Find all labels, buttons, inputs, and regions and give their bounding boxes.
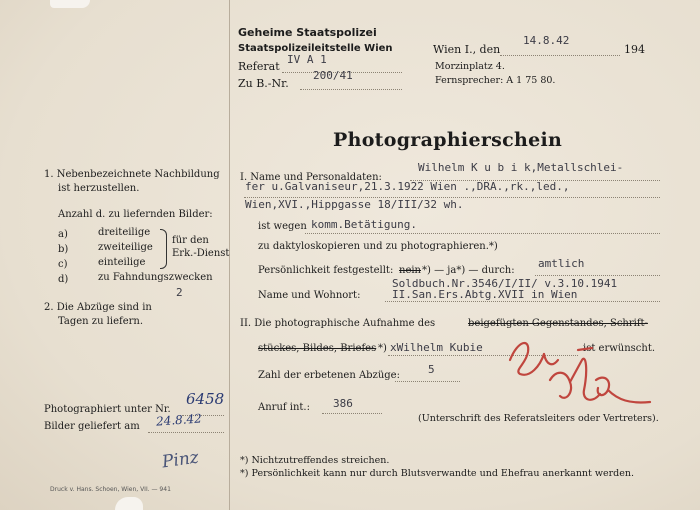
- address-value: II.San.Ers.Abtg.XVII in Wien: [392, 288, 578, 301]
- section2-struck-tail: *): [378, 343, 387, 354]
- delivered-line: [148, 432, 224, 433]
- identity-nein-struck: nein: [399, 265, 421, 276]
- desired-text: ist erwünscht.: [583, 343, 656, 354]
- wegen-label: ist wegen: [258, 221, 307, 232]
- fahndung-count: 2: [176, 286, 183, 299]
- option-a-marker: a): [58, 229, 68, 240]
- person-line-rule-2: [244, 197, 660, 198]
- agency-name: Geheime Staatspolizei: [238, 26, 377, 39]
- subject-name: xWilhelm Kubie: [390, 341, 483, 354]
- option-brace: [160, 229, 167, 269]
- copies-line: [395, 381, 460, 382]
- wegen-value: komm.Betätigung.: [311, 218, 417, 231]
- document-title: Photographierschein: [333, 129, 563, 151]
- brace-label-1: für den: [172, 235, 209, 246]
- wegen-line: [305, 233, 660, 234]
- identity-value-2: Soldbuch.Nr.3546/I/II/ v.3.10.1941: [392, 277, 618, 290]
- identity-label: Persönlichkeit festgestellt:: [258, 265, 394, 276]
- printer-imprint: Druck v. Hans. Schoen, Wien, VII. — 941: [50, 486, 171, 493]
- address-line: [385, 301, 660, 302]
- signature-caption: (Unterschrift des Referatsleiters oder Vertreters).: [418, 413, 659, 424]
- address: Morzinplatz 4.: [435, 61, 505, 72]
- option-d-marker: d): [58, 274, 69, 285]
- option-b-text: zweiteilige: [98, 242, 153, 253]
- option-c-text: einteilige: [98, 257, 146, 268]
- phone: Fernsprecher: A 1 75 80.: [435, 75, 556, 86]
- person-line-1: Wilhelm K u b i k,Metallschlei-: [418, 161, 624, 174]
- person-line-rule-1: [410, 180, 660, 181]
- torn-edge-top: [50, 0, 90, 8]
- item1-line2: ist herzustellen.: [58, 183, 140, 194]
- zu-label: Zu B.-Nr.: [238, 77, 289, 90]
- item1-line1: 1. Nebenbezeichnete Nachbildung: [44, 169, 220, 180]
- identity-line: [535, 275, 660, 276]
- torn-edge-bottom: [115, 497, 143, 510]
- option-d-text: zu Fahndungszwecken: [98, 272, 213, 283]
- call-value: 386: [333, 397, 353, 410]
- address-label: Name und Wohnort:: [258, 290, 361, 301]
- copies-label: Zahl der erbetenen Abzüge:: [258, 370, 400, 381]
- copies-value: 5: [428, 363, 435, 376]
- office-name: Staatspolizeileitstelle Wien: [238, 43, 393, 54]
- delivered-date: 24.8.42: [155, 411, 203, 429]
- identity-options: *) — ja*) — durch:: [422, 265, 515, 276]
- brace-label-2: Erk.-Dienst: [172, 248, 230, 259]
- person-line-3: Wien,XVI.,Hippgasse 18/III/32 wh.: [245, 198, 464, 211]
- footnote-1: *) Nichtzutreffendes streichen.: [240, 455, 390, 466]
- footnote-2: *) Persönlichkeit kann nur durch Blutsverwandte und Ehefrau anerkannt werden.: [240, 468, 635, 479]
- section2-struck-1: beigefügten Gegenstandes, Schrift-: [468, 318, 648, 329]
- officer-signature: [500, 330, 660, 420]
- delivered-label: Bilder geliefert am: [44, 421, 140, 432]
- identity-value-1: amtlich: [538, 257, 585, 270]
- referat-label: Referat: [238, 60, 280, 73]
- purpose-text: zu daktyloskopieren und zu photographieren.*): [258, 241, 498, 252]
- item2-line2: Tagen zu liefern.: [58, 316, 144, 327]
- item2-line1: 2. Die Abzüge sind in: [44, 302, 152, 313]
- date-value: 14.8.42: [523, 34, 570, 47]
- date-line: [500, 55, 620, 56]
- initials-signature: Pinz: [160, 447, 200, 473]
- section2-struck-2: stückes, Bildes, Briefes: [258, 343, 377, 354]
- referat-value: IV A 1: [287, 53, 327, 66]
- person-line-2: fer u.Galvaniseur,21.3.1922 Wien .,DRA.,rk.,led.,: [245, 180, 570, 193]
- photographed-label: Photographiert unter Nr.: [44, 404, 171, 415]
- city-label: Wien I., den: [433, 43, 501, 56]
- count-label: Anzahl d. zu liefernden Bilder:: [58, 209, 213, 220]
- option-c-marker: c): [58, 259, 68, 270]
- photographed-number: 6458: [186, 390, 225, 408]
- section1-label: I. Name und Personaldaten:: [240, 172, 382, 183]
- year-suffix: 194: [624, 43, 645, 56]
- zu-value: 200/41: [313, 69, 353, 82]
- section2-label: II. Die photographische Aufnahme des: [240, 318, 436, 329]
- zu-line: [300, 89, 402, 90]
- call-line: [322, 413, 382, 414]
- option-a-text: dreiteilige: [98, 227, 151, 238]
- call-label: Anruf int.:: [258, 402, 310, 413]
- option-b-marker: b): [58, 244, 69, 255]
